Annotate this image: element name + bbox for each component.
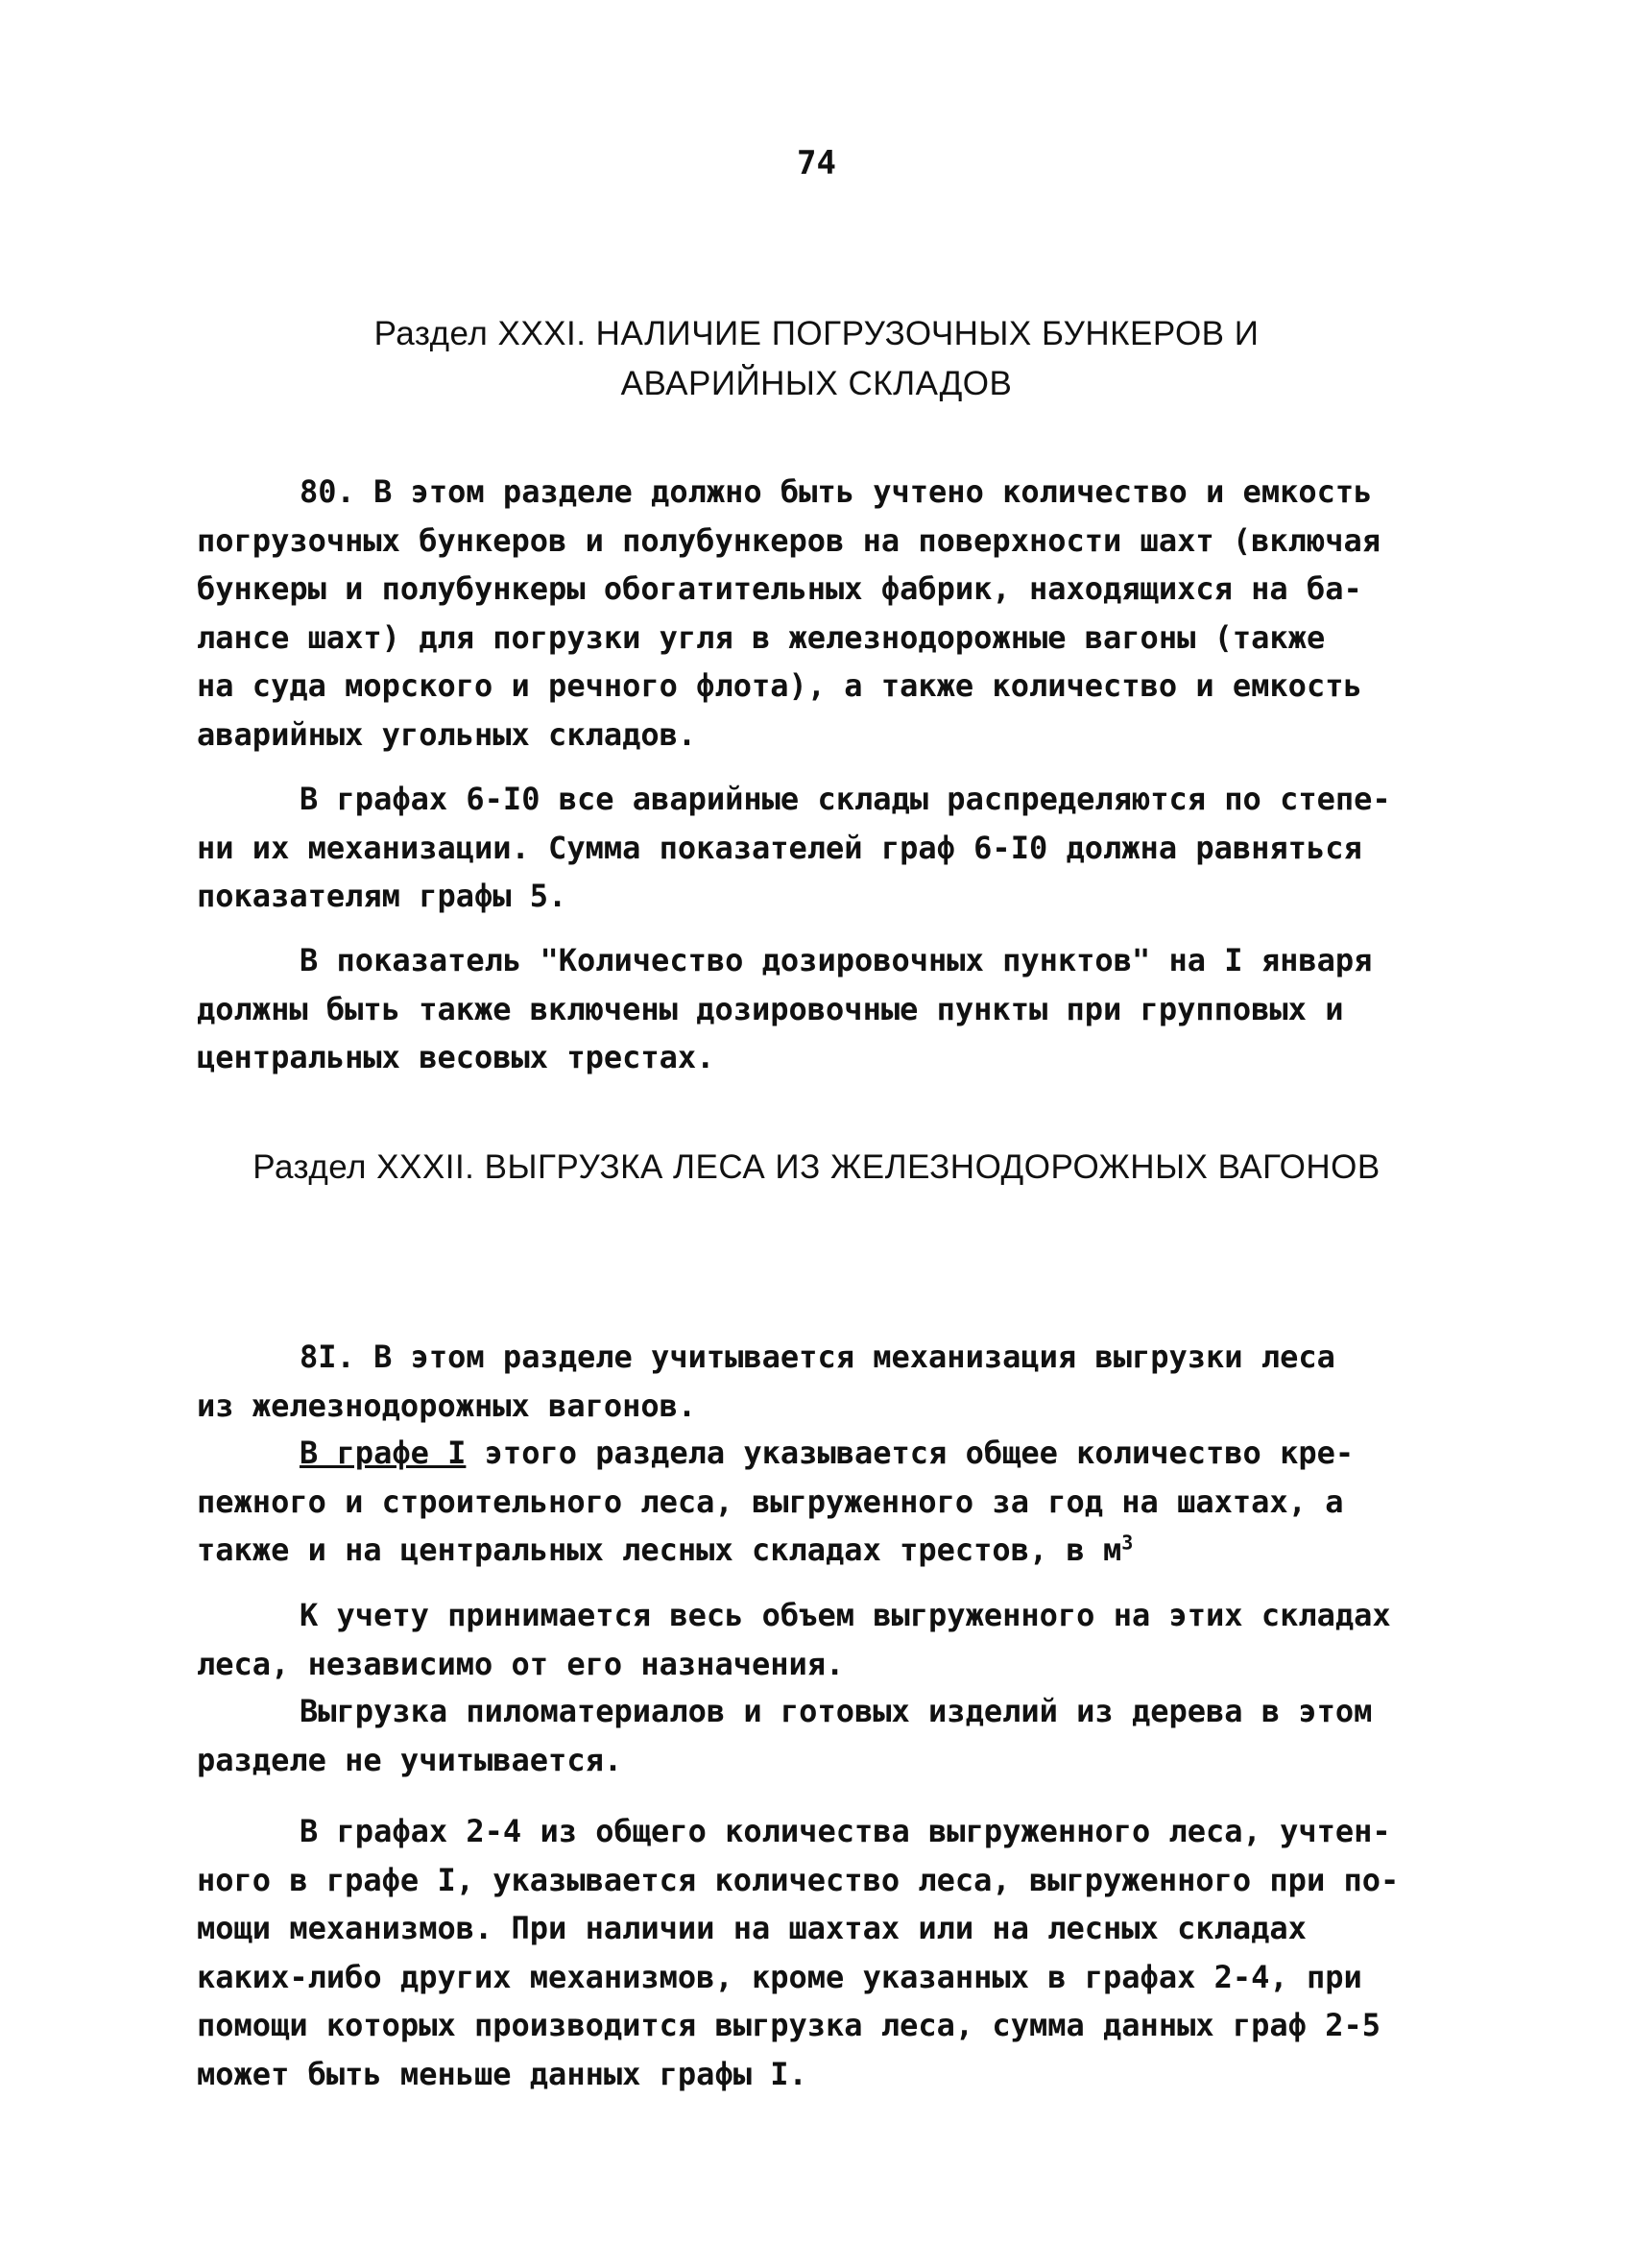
paragraph-lumber — [197, 1687, 1474, 1784]
text-line: Выгрузка пиломатериалов и готовых изделий из дерева в этом — [300, 1693, 1373, 1729]
paragraph-81 — [197, 1333, 1474, 1430]
text-line: бункеры и полубункеры обогатительных фабрик, находящихся на ба- — [197, 570, 1362, 607]
text-line: леса, независимо от его назначения. — [197, 1645, 845, 1682]
underlined-graph-reference: В графе I — [300, 1435, 467, 1471]
text-line: В графах 2-4 из общего количества выгруженного леса, учтен- — [300, 1813, 1391, 1849]
section-32-title: Раздел XXXII. ВЫГРУЗКА ЛЕСА ИЗ ЖЕЛЕЗНОДОРОЖНЫХ ВАГОНОВ — [252, 1148, 1381, 1186]
superscript-3: 3 — [1121, 1531, 1134, 1555]
text-line: К учету принимается весь объем выгруженного на этих складах — [300, 1597, 1391, 1633]
page-number: 74 — [797, 144, 836, 182]
text-line: разделе не учитывается. — [197, 1741, 623, 1778]
text-line: ного в графе I, указывается количество леса, выгруженного при по- — [197, 1861, 1400, 1898]
text-fragment: также и на центральных лесных складах трестов, в м — [197, 1532, 1122, 1568]
text-line: каких-либо других механизмов, кроме указанных в графах 2-4, при — [197, 1958, 1362, 1995]
text-line: В графах 6-I0 все аварийные склады распределяются по степе- — [300, 781, 1391, 817]
section-31-title-line-2: АВАРИЙНЫХ СКЛАДОВ — [620, 365, 1013, 402]
text-line: может быть меньше данных графы I. — [197, 2055, 807, 2092]
section-31-title-line-1: Раздел XXXI. НАЛИЧИЕ ПОГРУЗОЧНЫХ БУНКЕРОВ И — [373, 315, 1260, 352]
paragraph-graphs-6-10 — [197, 775, 1474, 921]
paragraph-dosing-points — [197, 936, 1474, 1082]
paragraph-graph-1 — [197, 1429, 1474, 1575]
section-32-heading — [0, 1143, 1633, 1193]
text-line: из железнодорожных вагонов. — [197, 1387, 697, 1424]
text-line — [197, 1429, 1474, 1478]
text-line: должны быть также включены дозировочные пункты при групповых и — [197, 990, 1344, 1027]
paragraph-graphs-2-4 — [197, 1807, 1474, 2098]
paragraph-accounting — [197, 1591, 1474, 1688]
text-line: В показатель "Количество дозировочных пунктов" на I января — [300, 942, 1373, 978]
text-line: 80. В этом разделе должно быть учтено количество и емкость — [300, 473, 1373, 510]
paragraph-80 — [197, 468, 1474, 759]
text-fragment: этого раздела указывается общее количество кре- — [466, 1435, 1355, 1471]
text-line: пежного и строительного леса, выгруженного за год на шахтах, а — [197, 1483, 1344, 1520]
text-line: помощи которых производится выгрузка леса, сумма данных граф 2-5 — [197, 2007, 1381, 2043]
text-line: мощи механизмов. При наличии на шахтах или на лесных складах — [197, 1910, 1307, 1946]
text-line: лансе шахт) для погрузки угля в железнодорожные вагоны (также — [197, 618, 1326, 656]
text-line: на суда морского и речного флота), а также количество и емкость — [197, 667, 1362, 704]
text-line: показателям графы 5. — [197, 878, 567, 914]
section-31-heading — [0, 309, 1633, 409]
text-line — [197, 1526, 1474, 1575]
text-line: ни их механизации. Сумма показателей граф 6-I0 должна равняться — [197, 829, 1362, 866]
text-line: центральных весовых трестах. — [197, 1039, 715, 1075]
text-line: погрузочных бункеров и полубункеров на поверхности шахт (включая — [197, 521, 1381, 559]
text-line: 8I. В этом разделе учитывается механизация выгрузки леса — [300, 1339, 1335, 1375]
text-line: аварийных угольных складов. — [197, 715, 697, 753]
